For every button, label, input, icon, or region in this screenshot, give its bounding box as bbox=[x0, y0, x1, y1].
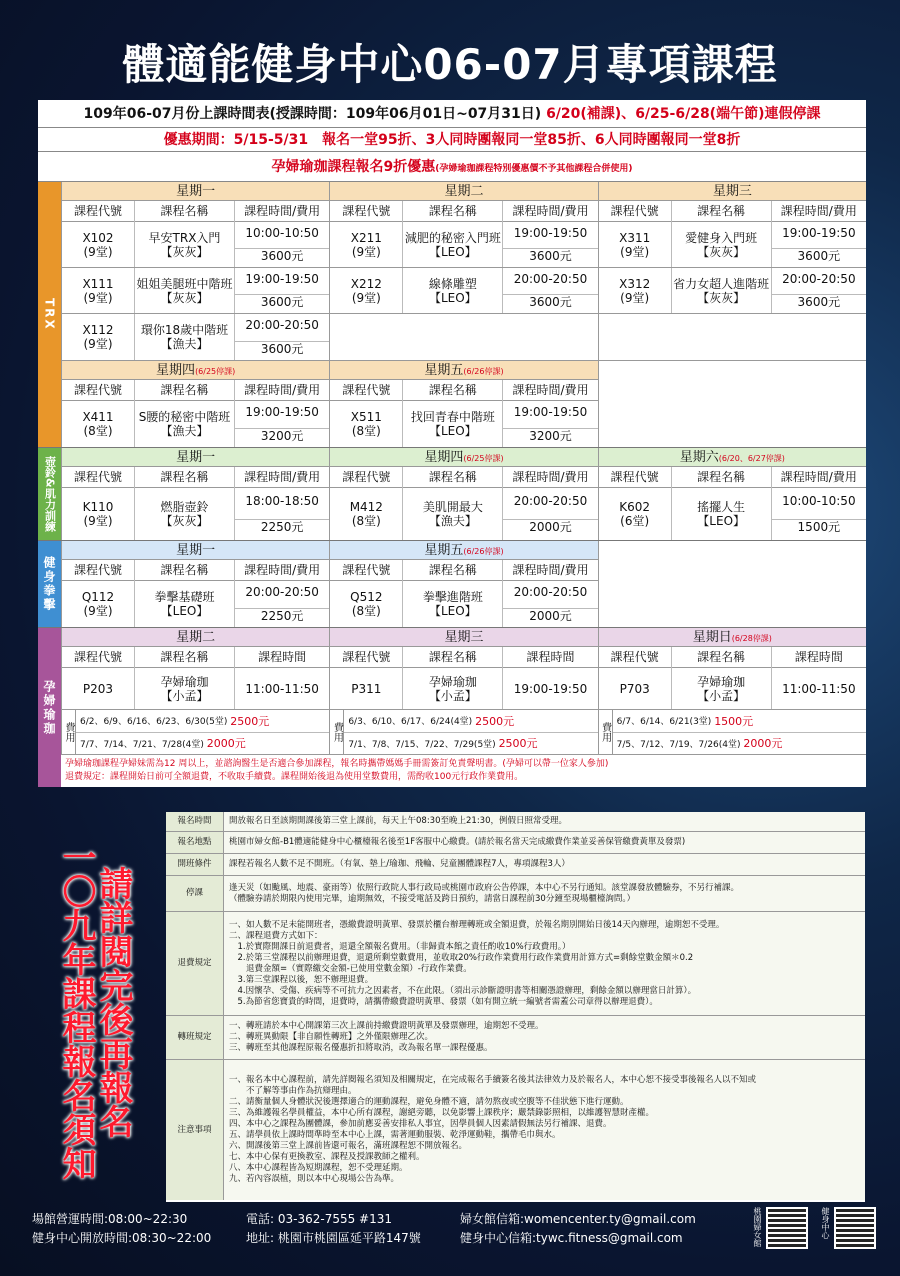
section-kettlebell bbox=[38, 448, 866, 541]
course-row: K602 (6堂) 搖擺人生 【LEO】 10:00-10:50 1500元 bbox=[599, 488, 866, 540]
day-trx-fri bbox=[329, 361, 597, 447]
course-row: X511 (8堂) 找回青春中階班 【LEO】 19:00-19:50 3200元 bbox=[330, 401, 597, 447]
column-headers: 課程代號 課程名稱 課程時間/費用 bbox=[599, 201, 866, 222]
day-header: 星期二 bbox=[62, 628, 329, 647]
yoga-discount-note: (孕婦瑜珈課程特別優惠價不予其他課程合併使用) bbox=[435, 164, 633, 174]
column-headers: 課程代號 課程名稱 課程時間/費用 bbox=[330, 467, 597, 488]
schedule-period: 109年06-07月份上課時間表(授課時間：109年06月01日~07月31日) bbox=[83, 106, 542, 122]
fitness-email[interactable]: 健身中心信箱:tywc.fitness@gmail.com bbox=[460, 1231, 683, 1245]
column-headers: 課程代號 課程名稱 課程時間/費用 bbox=[62, 380, 329, 401]
notice-row: 退費規定 一、如人數不足未能開班者，憑繳費證明黃單、發票於櫃台辦理轉班或全額退費，於報名期別開始日後14天內辦理，逾期恕不受理。 二、課程退費方式如下： 1.於實際開課日前退費者，退還全額報名費用。（非歸責本館之責任酌收10%行政費用。） 2.於第三堂課程以前辦理退費，退還所剩堂數費用，並收取20%行政作業費用行政作業費用計算方式=剩餘堂數金額＊0.2 退費金額=（實際繳交金額-已使用堂數金額）-行政作業費。 3.第三堂課程以後，恕不辦理退費。 4.因懷孕、受傷、疾病等不可抗力之因素者，不在此限。（須出示診斷證明書等相關憑證辦理，剩餘金額以辦理當日計算）。 5.為節省您寶貴的時間，退費時，請攜帶繳費證明黃單、發票（如有開立統一編號者需蓋公司章得以辦理退費）。 bbox=[166, 912, 865, 1016]
course-row: X211 (9堂) 減肥的秘密入門班 【LEO】 19:00-19:50 3600元 bbox=[330, 222, 597, 268]
course-row: X311 (9堂) 愛健身入門班 【灰灰】 19:00-19:50 3600元 bbox=[599, 222, 866, 268]
column-headers: 課程代號 課程名稱 課程時間 bbox=[330, 647, 597, 668]
course-row: Q112 (9堂) 拳擊基礎班 【LEO】 20:00-20:50 2250元 bbox=[62, 581, 329, 627]
day-header: 星期一 bbox=[62, 182, 329, 201]
course-row: P703 孕婦瑜珈 【小孟】 11:00-11:50 bbox=[599, 668, 866, 710]
course-row: P203 孕婦瑜珈 【小孟】 11:00-11:50 bbox=[62, 668, 329, 710]
day-header: 星期一 bbox=[62, 448, 329, 467]
side-text-registration: 一〇九年課程報名須知 bbox=[56, 840, 96, 1180]
column-headers: 課程代號 課程名稱 課程時間/費用 bbox=[62, 467, 329, 488]
column-headers: 課程代號 課程名稱 課程時間/費用 bbox=[330, 201, 597, 222]
day-yoga-sun bbox=[598, 628, 866, 754]
day-box-mon bbox=[61, 541, 329, 627]
course-row: X212 (9堂) 線條雕塑 【LEO】 20:00-20:50 3600元 bbox=[330, 268, 597, 314]
fee-block: 費用 6/3、6/10、6/17、6/24(4堂) 2500元 7/1、7/8、7/15、7/22、7/29(5堂) 2500元 bbox=[330, 710, 597, 754]
footer-contact bbox=[246, 1210, 421, 1248]
course-row: M412 (8堂) 美肌開最大 【漁夫】 20:00-20:50 2000元 bbox=[330, 488, 597, 540]
venue-hours: 場館營運時間:08:00~22:30 bbox=[32, 1212, 188, 1226]
column-headers: 課程代號 課程名稱 課程時間 bbox=[62, 647, 329, 668]
course-row: K110 (9堂) 燃脂壺鈴 【灰灰】 18:00-18:50 2250元 bbox=[62, 488, 329, 540]
discount-line: 優惠期間：5/15-5/31 報名一堂95折、3人同時團報同一堂85折、6人同時團報同一堂8折 bbox=[38, 128, 866, 152]
yoga-discount-text: 孕婦瑜珈課程報名9折優惠 bbox=[271, 159, 436, 175]
day-trx-wed bbox=[598, 182, 866, 360]
day-box-fri bbox=[329, 541, 597, 627]
fee-block: 費用 6/2、6/9、6/16、6/23、6/30(5堂) 2500元 7/7、7/14、7/21、7/28(4堂) 2000元 bbox=[62, 710, 329, 754]
holiday-notice: 6/20(補課)、6/25-6/28(端午節)連假停課 bbox=[546, 106, 821, 122]
notice-row: 轉班規定 一、轉班請於本中心開課第三次上課前持繳費證明黃單及發票辦理，逾期恕不受理。 二、轉班異動限【非自願性轉班】之外僅限辦理乙次。 三、轉班至其他課程原報名優惠折扣將取消，改為報名單一課程優惠。 bbox=[166, 1016, 865, 1060]
notice-row: 報名時間 開放報名日至該期開課後第三堂上課前，每天上午08:30至晚上21:30，例假日照常受理。 bbox=[166, 812, 865, 832]
column-headers: 課程代號 課程名稱 課程時間/費用 bbox=[62, 201, 329, 222]
day-trx-mon bbox=[61, 182, 329, 360]
column-headers: 課程代號 課程名稱 課程時間/費用 bbox=[599, 467, 866, 488]
yoga-note-2: 退費規定：課程開始日前可全額退費，不收取手續費。課程開始後退為使用堂數費用，需酌收100元行政作業費用。 bbox=[65, 772, 524, 782]
footer-hours bbox=[32, 1210, 211, 1248]
column-headers: 課程代號 課程名稱 課程時間/費用 bbox=[330, 380, 597, 401]
day-trx-tue bbox=[329, 182, 597, 360]
section-label-trx: TRX bbox=[38, 182, 61, 447]
day-header: 星期二 bbox=[330, 182, 597, 201]
day-kb-mon bbox=[61, 448, 329, 540]
notice-row: 停課 逢天災（如颱風、地震、豪雨等）依照行政院人事行政局或桃園市政府公告停課，本中心不另行通知。該堂課發放體驗券，不另行補課。 （體驗券請於期限內使用完畢，逾期無效，不接受電話及跨日預約，請當日課程前30分鐘至現場櫃檯詢問。） bbox=[166, 876, 865, 912]
section-label-yoga: 孕婦瑜珈 bbox=[38, 628, 61, 787]
women-center-email[interactable]: 婦女館信箱:womencenter.ty@gmail.com bbox=[460, 1212, 696, 1226]
day-header: 星期四(6/25停課) bbox=[330, 448, 597, 467]
column-headers: 課程代號 課程名稱 課程時間/費用 bbox=[62, 560, 329, 581]
day-empty bbox=[598, 541, 866, 627]
registration-notice-table bbox=[166, 812, 865, 1202]
course-row: X111 (9堂) 姐姐美腿班中階班 【灰灰】 19:00-19:50 3600元 bbox=[62, 268, 329, 314]
yoga-discount-line bbox=[38, 152, 866, 182]
day-header: 星期五(6/26停課) bbox=[330, 541, 597, 560]
day-trx-thu bbox=[61, 361, 329, 447]
qr-label-fitness: 健身中心 bbox=[821, 1207, 830, 1239]
day-kb-sat bbox=[598, 448, 866, 540]
yoga-notes bbox=[61, 754, 866, 787]
phone-number: 電話: 03-362-7555 #131 bbox=[246, 1212, 393, 1226]
page-title: 體適能健身中心06-07月專項課程 bbox=[122, 40, 778, 89]
course-row: X102 (9堂) 早安TRX入門 【灰灰】 10:00-10:50 3600元 bbox=[62, 222, 329, 268]
address: 地址: 桃園市桃園區延平路147號 bbox=[246, 1231, 421, 1245]
course-row: P311 孕婦瑜珈 【小孟】 19:00-19:50 bbox=[330, 668, 597, 710]
footer-email bbox=[460, 1210, 696, 1248]
qr-label-women-center: 桃園婦女館 bbox=[753, 1207, 762, 1247]
day-header: 星期三 bbox=[599, 182, 866, 201]
yoga-note-1: 孕婦瑜珈課程孕婦妹需為12 周以上，並諮詢醫生是否適合參加課程，報名時攜帶媽媽手冊需簽訂免責聲明書。(孕婦可以帶一位家人參加) bbox=[65, 759, 609, 769]
section-label-boxing: 健身拳擊 bbox=[38, 541, 61, 627]
section-trx bbox=[38, 182, 866, 448]
side-text-read: 請詳閱完後再報名 bbox=[93, 866, 133, 1138]
day-kb-thu bbox=[329, 448, 597, 540]
day-header: 星期六(6/20、6/27停課) bbox=[599, 448, 866, 467]
schedule-sheet bbox=[38, 100, 866, 787]
day-header: 星期日(6/28停課) bbox=[599, 628, 866, 647]
day-header: 星期三 bbox=[330, 628, 597, 647]
fee-block: 費用 6/7、6/14、6/21(3堂) 1500元 7/5、7/12、7/19、7/26(4堂) 2000元 bbox=[599, 710, 866, 754]
notice-row: 注意事項 一、報名本中心課程前，請先詳閱報名須知及相關規定，在完成報名手續簽名後其法律效力及於報名人，本中心恕不接受事後報名人以不知或 不了解等事由作為抗辯理由。 二、請衡量個人身體狀況後選擇適合的運動課程，避免身體不適，請勿熬夜或空腹等不佳狀態下進行運動。 三、為維護報名學員權益，本中心所有課程，謝絕旁聽，以免影響上課秩序；嚴禁錄影照相，以維護智慧財產權。 四、本中心之課程為團體課，參加前應妥善安排私人事宜，因學員個人因素請假無法另行補課、退費。 五、請學員依上課時間準時至本中心上課，需著運動服裝、乾淨運動鞋，攜帶毛巾與水。 六、開課後第三堂上課前皆還可報名，滿班課程恕不開放報名。 七、本中心保有更換教室、課程及授課教師之權利。 八、本中心課程皆為短期課程，恕不受理延期。 九、若內容誤植，則以本中心現場公告為準。 bbox=[166, 1060, 865, 1200]
qr-code-fitness[interactable] bbox=[834, 1207, 876, 1249]
column-headers: 課程代號 課程名稱 課程時間/費用 bbox=[330, 560, 597, 581]
qr-code-women-center[interactable] bbox=[766, 1207, 808, 1249]
course-row: X411 (8堂) S腰的秘密中階班 【漁夫】 19:00-19:50 3200元 bbox=[62, 401, 329, 447]
schedule-header bbox=[38, 100, 866, 128]
course-row: Q512 (8堂) 拳擊進階班 【LEO】 20:00-20:50 2000元 bbox=[330, 581, 597, 627]
day-header: 星期四(6/25停課) bbox=[62, 361, 329, 380]
notice-row: 報名地點 桃園市婦女館-B1體適能健身中心櫃檯報名後至1F客服中心繳費。(請於報名當天完成繳費作業並妥善保管繳費黃單及發票) bbox=[166, 832, 865, 854]
column-headers: 課程代號 課程名稱 課程時間 bbox=[599, 647, 866, 668]
day-yoga-tue bbox=[61, 628, 329, 754]
notice-row: 開班條件 課程若報名人數不足不開班。（有氧、墊上/瑜珈、飛輪、兒童團體課程7人，專項課程3人） bbox=[166, 854, 865, 876]
day-header: 星期五(6/26停課) bbox=[330, 361, 597, 380]
section-label-kettlebell: 壺鈴&肌力訓練 bbox=[38, 448, 61, 540]
course-row: X112 (9堂) 環你18歲中階班 【漁夫】 20:00-20:50 3600元 bbox=[62, 314, 329, 360]
course-row: X312 (9堂) 省力女超人進階班 【灰灰】 20:00-20:50 3600元 bbox=[599, 268, 866, 314]
gym-hours: 健身中心開放時間:08:30~22:00 bbox=[32, 1231, 212, 1245]
day-yoga-wed bbox=[329, 628, 597, 754]
section-boxing bbox=[38, 541, 866, 628]
day-empty bbox=[598, 361, 866, 447]
section-yoga bbox=[38, 628, 866, 787]
day-header: 星期一 bbox=[62, 541, 329, 560]
